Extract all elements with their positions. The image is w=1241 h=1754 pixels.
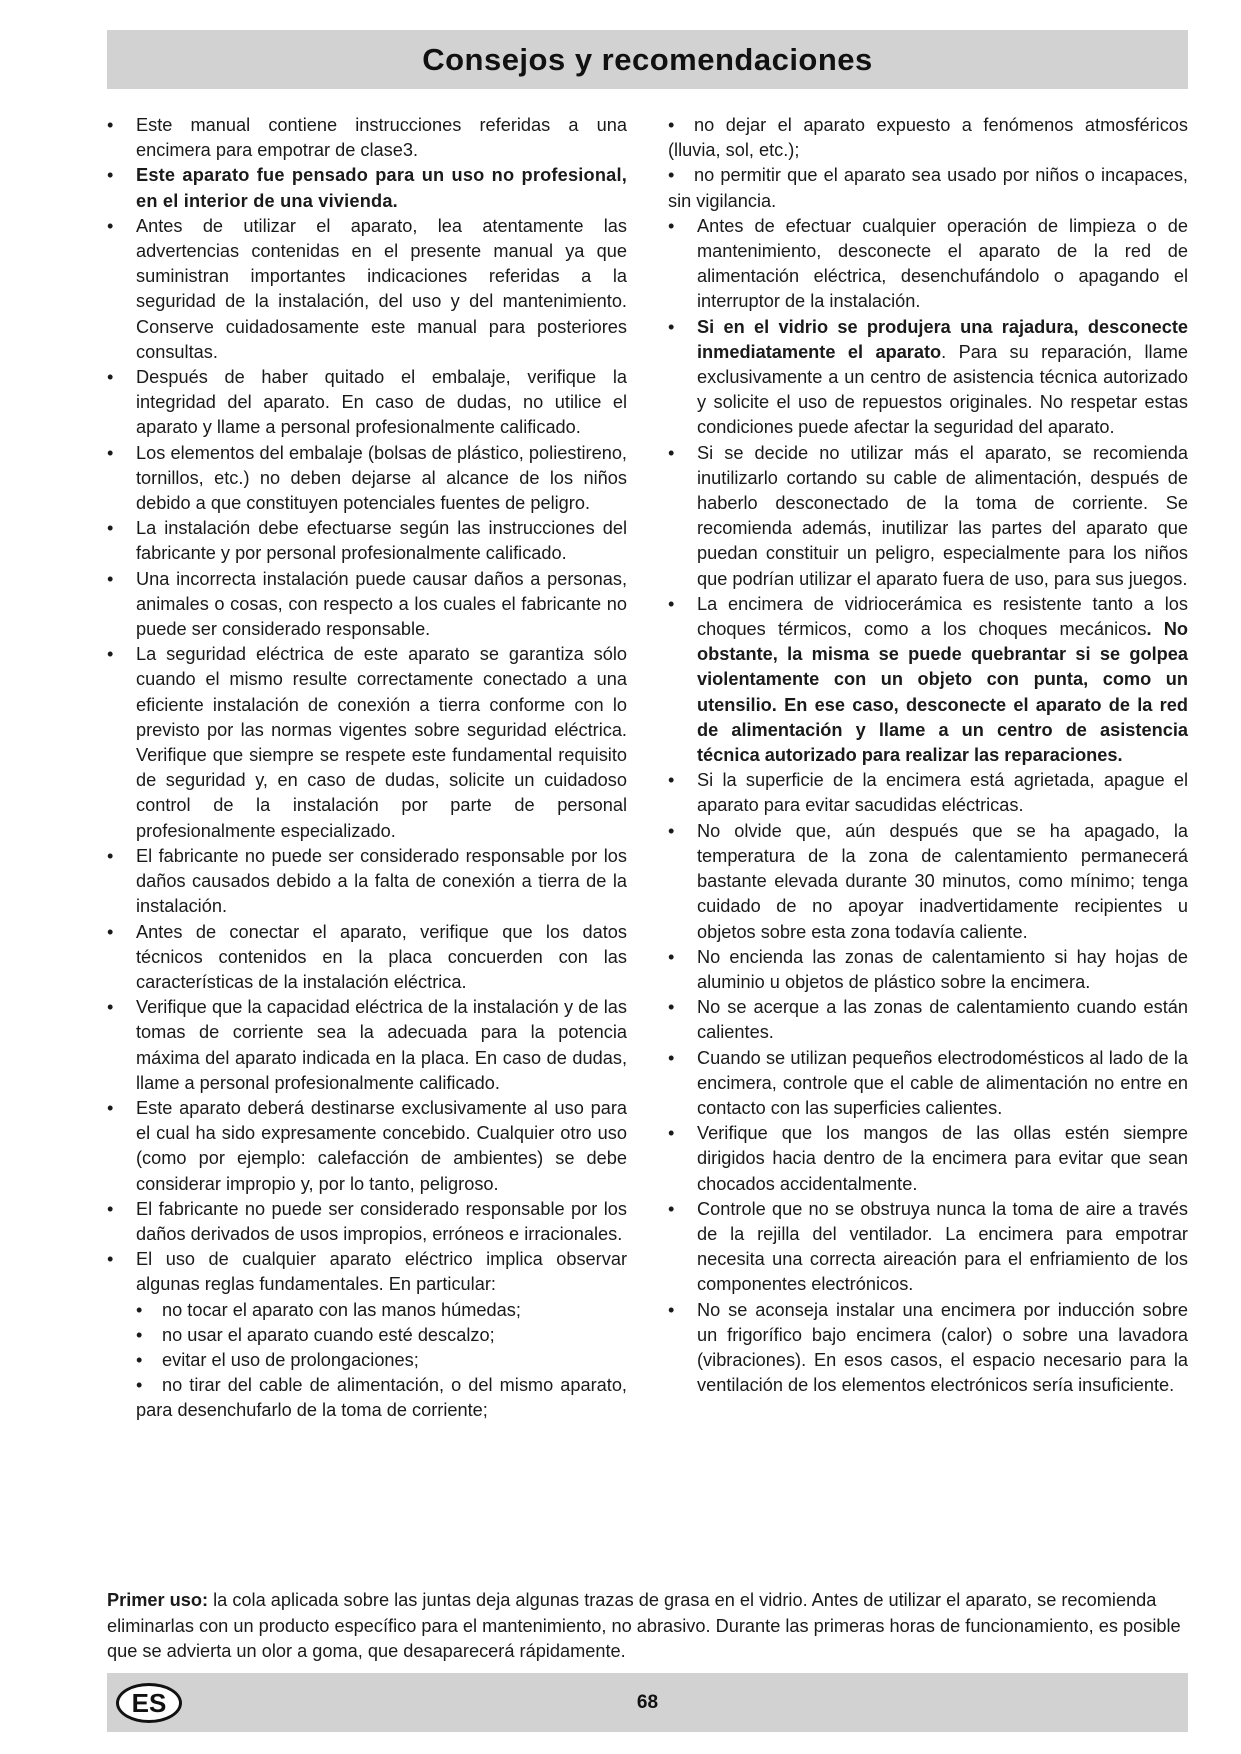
bullet-icon: •: [668, 115, 675, 135]
bullet-icon: •: [107, 845, 114, 866]
list-item: • Después de haber quitado el embalaje, verifique la integridad del aparato. En caso de dudas, no utilice el aparato y llame a personal profesionalmente calificado.: [107, 367, 627, 438]
first-use-label: Primer uso:: [107, 1590, 209, 1610]
sub-list-item: • no dejar el aparato expuesto a fenómenos atmosféricos (lluvia, sol, etc.);: [668, 115, 1188, 161]
bullet-icon: •: [668, 165, 675, 186]
sub-list-item: • no permitir que el aparato sea usado por niños o incapaces, sin vigilancia.: [668, 165, 1188, 211]
bullet-icon: •: [668, 997, 675, 1018]
bullet-icon: •: [668, 1198, 675, 1219]
list-item: • Controle que no se obstruya nunca la toma de aire a través de la rejilla del ventilador. La encimera para empotrar necesita una correcta aireación para el enfriamiento de los componentes electrónicos.: [668, 1198, 1188, 1295]
bullet-icon: •: [668, 316, 675, 337]
bullet-icon: •: [107, 115, 114, 135]
first-use-text: la cola aplicada sobre las juntas deja algunas trazas de grasa en el vidrio. Antes de utilizar el aparato, se recomienda eliminarlas con un producto específico para el mantenimiento, no abrasivo. Durante las primeras horas de funcionamiento, es posible que se advierta un olor a goma, que desaparecerá rápidamente.: [107, 1590, 1181, 1661]
bullet-icon: •: [107, 1249, 114, 1270]
list-item: • No encienda las zonas de calentamiento si hay hojas de aluminio u objetos de plástico sobre la encimera.: [668, 946, 1188, 992]
list-item: • No olvide que, aún después que se ha apagado, la temperatura de la zona de calentamiento permanecerá bastante elevada durante 30 minutos, como mínimo; tenga cuidado de no apoyar inadvertidamente recipientes u objetos sobre esta zona todavía caliente.: [668, 820, 1188, 942]
list-item: • La seguridad eléctrica de este aparato se garantiza sólo cuando el mismo resulte correctamente conectado a una eficiente instalación de conexión a tierra conforme con lo previsto por las normas vigentes sobre seguridad eléctrica. Verifique que siempre se respete este fundamental requisito de seguridad y, en caso de dudas, solicite un cuidadoso control de la instalación por parte de personal profesionalmente especializado.: [107, 644, 627, 841]
bullet-icon: •: [107, 644, 114, 665]
bullet-icon: •: [107, 367, 114, 388]
list-item: • Si se decide no utilizar más el aparato, se recomienda inutilizarlo cortando su cable de alimentación, después de haberlo desconectado de la toma de corriente. Se recomienda además, inutilizar las partes del aparato que puedan constituir un peligro, especialmente para los niños que podrían utilizar el aparato fuera de uso, para sus juegos.: [668, 442, 1188, 589]
bullet-icon: •: [107, 1097, 114, 1118]
title-bar: [107, 30, 1188, 89]
list-item: • No se acerque a las zonas de calentamiento cuando están calientes.: [668, 997, 1188, 1043]
bullet-icon: •: [668, 1299, 675, 1320]
bullet-icon: •: [136, 1375, 143, 1396]
list-item: • Cuando se utilizan pequeños electrodomésticos al lado de la encimera, controle que el cable de alimentación no entre en contacto con las superficies calientes.: [668, 1047, 1188, 1118]
bullet-icon: •: [136, 1299, 143, 1320]
list-item: • No se aconseja instalar una encimera por inducción sobre un frigorífico bajo encimera (calor) o sobre una lavadora (vibraciones). En esos casos, el espacio necesario para la ventilación de los elementos electrónicos sería insuficiente.: [668, 1299, 1188, 1396]
sub-list-item: • no usar el aparato cuando esté descalzo;: [107, 1323, 627, 1348]
list-item: • Una incorrecta instalación puede causar daños a personas, animales o cosas, con respecto a los cuales el fabricante no puede ser considerado responsable.: [107, 568, 627, 640]
bullet-icon: •: [107, 518, 114, 539]
bullet-icon: •: [107, 1198, 114, 1219]
bullet-icon: •: [107, 215, 114, 236]
bullet-icon: •: [107, 442, 114, 463]
bullet-icon: •: [668, 770, 675, 791]
sub-list-item: • evitar el uso de prolongaciones;: [107, 1348, 627, 1373]
bullet-icon: •: [668, 820, 675, 841]
list-item: • Verifique que los mangos de las ollas estén siempre dirigidos hacia dentro de la encimera para evitar que sean chocados accidentalmente.: [668, 1123, 1188, 1194]
list-item: • El uso de cualquier aparato eléctrico implica observar algunas reglas fundamentales. En particular:: [107, 1249, 627, 1295]
language-badge: ES: [116, 1683, 182, 1723]
bullet-icon: •: [136, 1324, 143, 1345]
bullet-icon: •: [668, 1123, 675, 1144]
bullet-icon: •: [136, 1349, 143, 1370]
bullet-icon: •: [668, 946, 675, 967]
list-item: • El fabricante no puede ser considerado responsable por los daños derivados de usos impropios, erróneos e irracionales.: [107, 1198, 627, 1244]
bullet-icon: •: [668, 215, 675, 236]
bullet-icon: •: [668, 1047, 675, 1068]
list-item: • Antes de efectuar cualquier operación de limpieza o de mantenimiento, desconecte el aparato de la red de alimentación eléctrica, desenchufándolo o apagando el interruptor de la instalación.: [668, 215, 1188, 312]
list-item: • El fabricante no puede ser considerado responsable por los daños causados debido a la falta de conexión a tierra de la instalación.: [107, 845, 627, 917]
right-column: [668, 113, 1188, 1398]
list-item: • Si la superficie de la encimera está agrietada, apague el aparato para evitar sacudidas eléctricas.: [668, 770, 1188, 816]
bullet-icon: •: [107, 997, 114, 1018]
page-number: 68: [636, 1691, 659, 1713]
list-item: • La encimera de vidriocerámica es resistente tanto a los choques térmicos, como a los choques mecánicos. No obstante, la misma se puede quebrantar si se golpea violentamente con un objeto con punta, como un utensilio. En ese caso, desconecte el aparato de la red de alimentación y llame a un centro de asistencia técnica autorizado para realizar las reparaciones.: [668, 593, 1188, 766]
sub-list-item: • no tocar el aparato con las manos húmedas;: [107, 1298, 627, 1323]
page-title: Consejos y recomendaciones: [422, 41, 873, 77]
list-item: • Este aparato deberá destinarse exclusivamente al uso para el cual ha sido expresamente concebido. Cualquier otro uso (como por ejemplo: calefacción de ambientes) se debe considerar impropio y, por lo tanto, peligroso.: [107, 1097, 627, 1194]
list-item: • Si en el vidrio se produjera una rajadura, desconecte inmediatamente el aparato. Para su reparación, llame exclusivamente a un centro de asistencia técnica autorizado y solicite el uso de repuestos originales. No respetar estas condiciones puede afectar la seguridad del aparato.: [668, 316, 1188, 438]
list-item: • La instalación debe efectuarse según las instrucciones del fabricante y por personal profesionalmente calificado.: [107, 518, 627, 564]
bullet-icon: •: [107, 921, 114, 942]
list-item: • Este aparato fue pensado para un uso no profesional, en el interior de una vivienda.: [107, 165, 627, 211]
bullet-icon: •: [668, 593, 675, 614]
bullet-icon: •: [107, 568, 114, 589]
list-item: • Los elementos del embalaje (bolsas de plástico, poliestireno, tornillos, etc.) no deben dejarse al alcance de los niños debido a que constituyen potenciales fuentes de peligro.: [107, 442, 627, 514]
bullet-icon: •: [668, 442, 675, 463]
first-use-note: [107, 1588, 1188, 1665]
left-column: [107, 113, 627, 1424]
sub-list-item: • no tirar del cable de alimentación, o del mismo aparato, para desenchufarlo de la toma de corriente;: [136, 1375, 627, 1421]
footer-bar: [107, 1673, 1188, 1732]
list-item: • Este manual contiene instrucciones referidas a una encimera para empotrar de clase3.: [107, 115, 627, 161]
list-item: • Antes de utilizar el aparato, lea atentamente las advertencias contenidas en el presente manual ya que suministran importantes indicaciones referidas a la seguridad de la instalación, del uso y del mantenimiento. Conserve cuidadosamente este manual para posteriores consultas.: [107, 215, 627, 362]
list-item: • Verifique que la capacidad eléctrica de la instalación y de las tomas de corriente sea la adecuada para la potencia máxima del aparato indicada en la placa. En caso de dudas, llame a personal profesionalmente calificado.: [107, 997, 627, 1093]
list-item: • Antes de conectar el aparato, verifique que los datos técnicos contenidos en la placa concuerden con las características de la instalación eléctrica.: [107, 921, 627, 992]
bullet-icon: •: [107, 165, 114, 186]
